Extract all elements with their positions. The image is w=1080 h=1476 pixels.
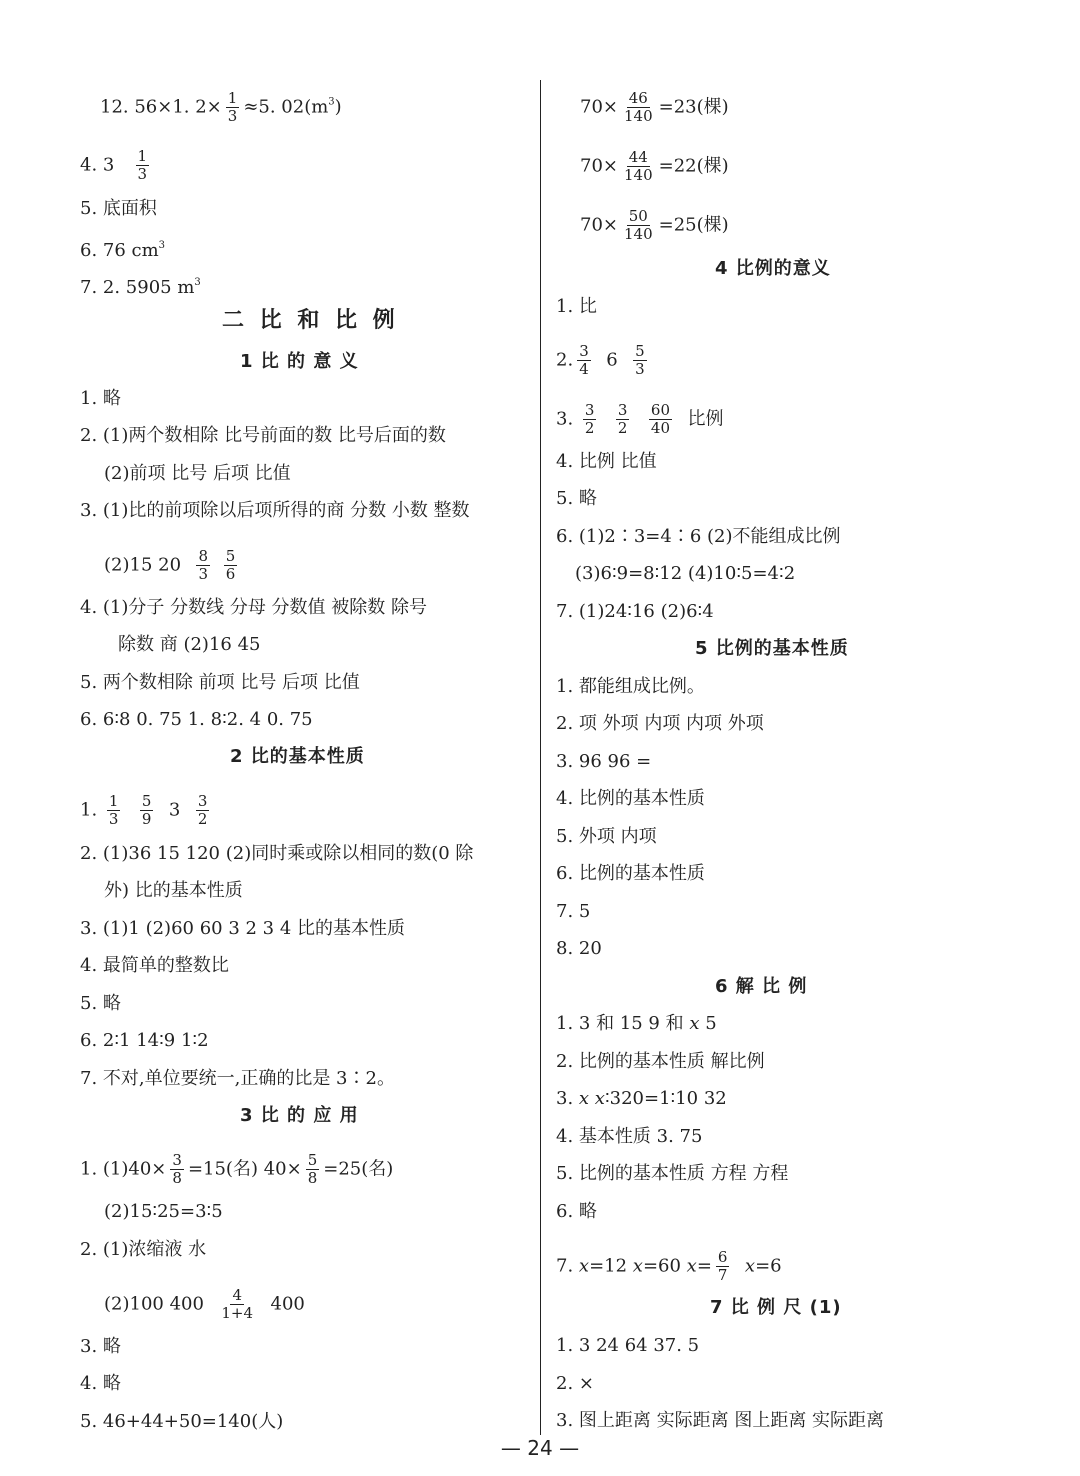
answer-line: (2)前项 比号 后项 比值 (104, 463, 291, 484)
answer-line: 除数 商 (2)16 45 (118, 634, 261, 655)
section-title: 2 比的基本性质 (230, 746, 365, 767)
answer-line: 4. 3 $\frac{1}{3}$ (80, 147, 148, 183)
answer-line: 1. (1)40× $\frac{3}{8}$ =15(名) 40× $\frac{5}{8}$ =25(名) (80, 1151, 394, 1187)
answer-line: 2. (1)两个数相除 比号前面的数 比号后面的数 (80, 425, 446, 446)
answer-line: 7. x=12 x=60 x= $\frac{6}{7}$ x=6 (556, 1248, 782, 1284)
answer-line: (2)15∶25=3∶5 (104, 1201, 223, 1222)
answer-line: 外) 比的基本性质 (104, 880, 243, 901)
answer-line: 1. 都能组成比例。 (556, 676, 705, 697)
answer-line: 5. 46+44+50=140(人) (80, 1411, 284, 1432)
section-title: 3 比 的 应 用 (240, 1105, 359, 1126)
section-title: 5 比例的基本性质 (695, 638, 849, 659)
answer-line: 70× $\frac{44}{140}$ =22(棵) (580, 148, 729, 184)
answer-line: 12. 56×1. 2× $\frac{1}{3}$ ≈5. $02(m^3)$ (100, 89, 342, 125)
section-title: 6 解 比 例 (715, 976, 808, 997)
answer-line: 2. 比例的基本性质 解比例 (556, 1051, 765, 1072)
answer-line: 3. (1)1 (2)60 60 3 2 3 4 比的基本性质 (80, 918, 406, 939)
answer-line: 6. 6∶8 0. 75 1. 8∶2. 4 0. 75 (80, 709, 313, 730)
answer-line: 3. $\frac{3}{2}$ $\frac{3}{2}$ $\frac{60}{40}$ 比例 (556, 401, 724, 437)
answer-line: 70× $\frac{50}{140}$ =25(棵) (580, 207, 729, 243)
answer-line: 5. 比例的基本性质 方程 方程 (556, 1163, 789, 1184)
answer-line: 1. 3 和 15 9 和 x 5 (556, 1013, 717, 1034)
answer-line: 3. 96 96 = (556, 751, 652, 772)
answer-line: 1. $\frac{1}{3}$ $\frac{5}{9}$ 3 $\frac{3}{2}$ (80, 792, 208, 828)
answer-line: 7. 5 (556, 901, 591, 922)
answer-line: 3. 图上距离 实际距离 图上距离 实际距离 (556, 1410, 885, 1431)
answer-line: 2. 项 外项 内项 内项 外项 (556, 713, 764, 734)
answer-line: 8. 20 (556, 938, 602, 959)
answer-line: 4. 比例 比值 (556, 451, 657, 472)
answer-line: (2)100 400 $\frac{4}{1+4}$ 400 (104, 1286, 305, 1322)
answer-line: 5. 底面积 (80, 198, 157, 219)
answer-line: 70× $\frac{46}{140}$ =23(棵) (580, 89, 729, 125)
answer-line: (3)6∶9=8∶12 (4)10∶5=4∶2 (575, 563, 796, 584)
answer-line: 7. 2. 5905 $m^3$ (80, 277, 201, 298)
answer-line: 7. 不对,单位要统一,正确的比是 3∶2。 (80, 1068, 395, 1089)
answer-line: 2. (1)浓缩液 水 (80, 1239, 207, 1260)
answer-line: 4. (1)分子 分数线 分母 分数值 被除数 除号 (80, 597, 427, 618)
answer-line: 2. (1)36 15 120 (2)同时乘或除以相同的数(0 除 (80, 843, 474, 864)
answer-line: 6. 略 (556, 1201, 597, 1222)
answer-line: 3. (1)比的前项除以后项所得的商 分数 小数 整数 (80, 500, 470, 521)
answer-line: 4. 比例的基本性质 (556, 788, 705, 809)
answer-line: 6. 76 $cm^3$ (80, 240, 166, 261)
answer-line: (2)15 20 $\frac{8}{3}$ $\frac{5}{6}$ (104, 547, 236, 583)
answer-line: 1. 3 24 64 37. 5 (556, 1335, 700, 1356)
answer-line: 1. 略 (80, 388, 121, 409)
answer-line: 2. × (556, 1373, 594, 1394)
section-title: 1 比 的 意 义 (240, 351, 359, 372)
answer-line: 6. (1)2∶3=4∶6 (2)不能组成比例 (556, 526, 841, 547)
answer-line: 1. 比 (556, 296, 597, 317)
answer-line: 6. 2∶1 14∶9 1∶2 (80, 1030, 209, 1051)
answer-line: 4. 略 (80, 1373, 121, 1394)
answer-line: 3. x x∶320=1∶10 32 (556, 1088, 727, 1109)
page-number: — 24 — (500, 1436, 580, 1460)
answer-line: 5. 略 (80, 993, 121, 1014)
answer-line: 4. 最简单的整数比 (80, 955, 229, 976)
answer-line: 4. 基本性质 3. 75 (556, 1126, 703, 1147)
section-title: 4 比例的意义 (715, 258, 831, 279)
section-title: 7 比 例 尺 (1) (710, 1297, 842, 1318)
answer-line: 3. 略 (80, 1336, 121, 1357)
column-divider (540, 80, 541, 1435)
answer-line: 5. 略 (556, 488, 597, 509)
answer-line: 6. 比例的基本性质 (556, 863, 705, 884)
answer-line: 2. $\frac{3}{4}$ 6 $\frac{5}{3}$ (556, 342, 645, 378)
answer-line: 5. 两个数相除 前项 比号 后项 比值 (80, 672, 360, 693)
answer-line: 5. 外项 内项 (556, 826, 657, 847)
answer-line: 7. (1)24∶16 (2)6∶4 (556, 601, 714, 622)
chapter-title: 二 比 和 比 例 (222, 308, 399, 333)
